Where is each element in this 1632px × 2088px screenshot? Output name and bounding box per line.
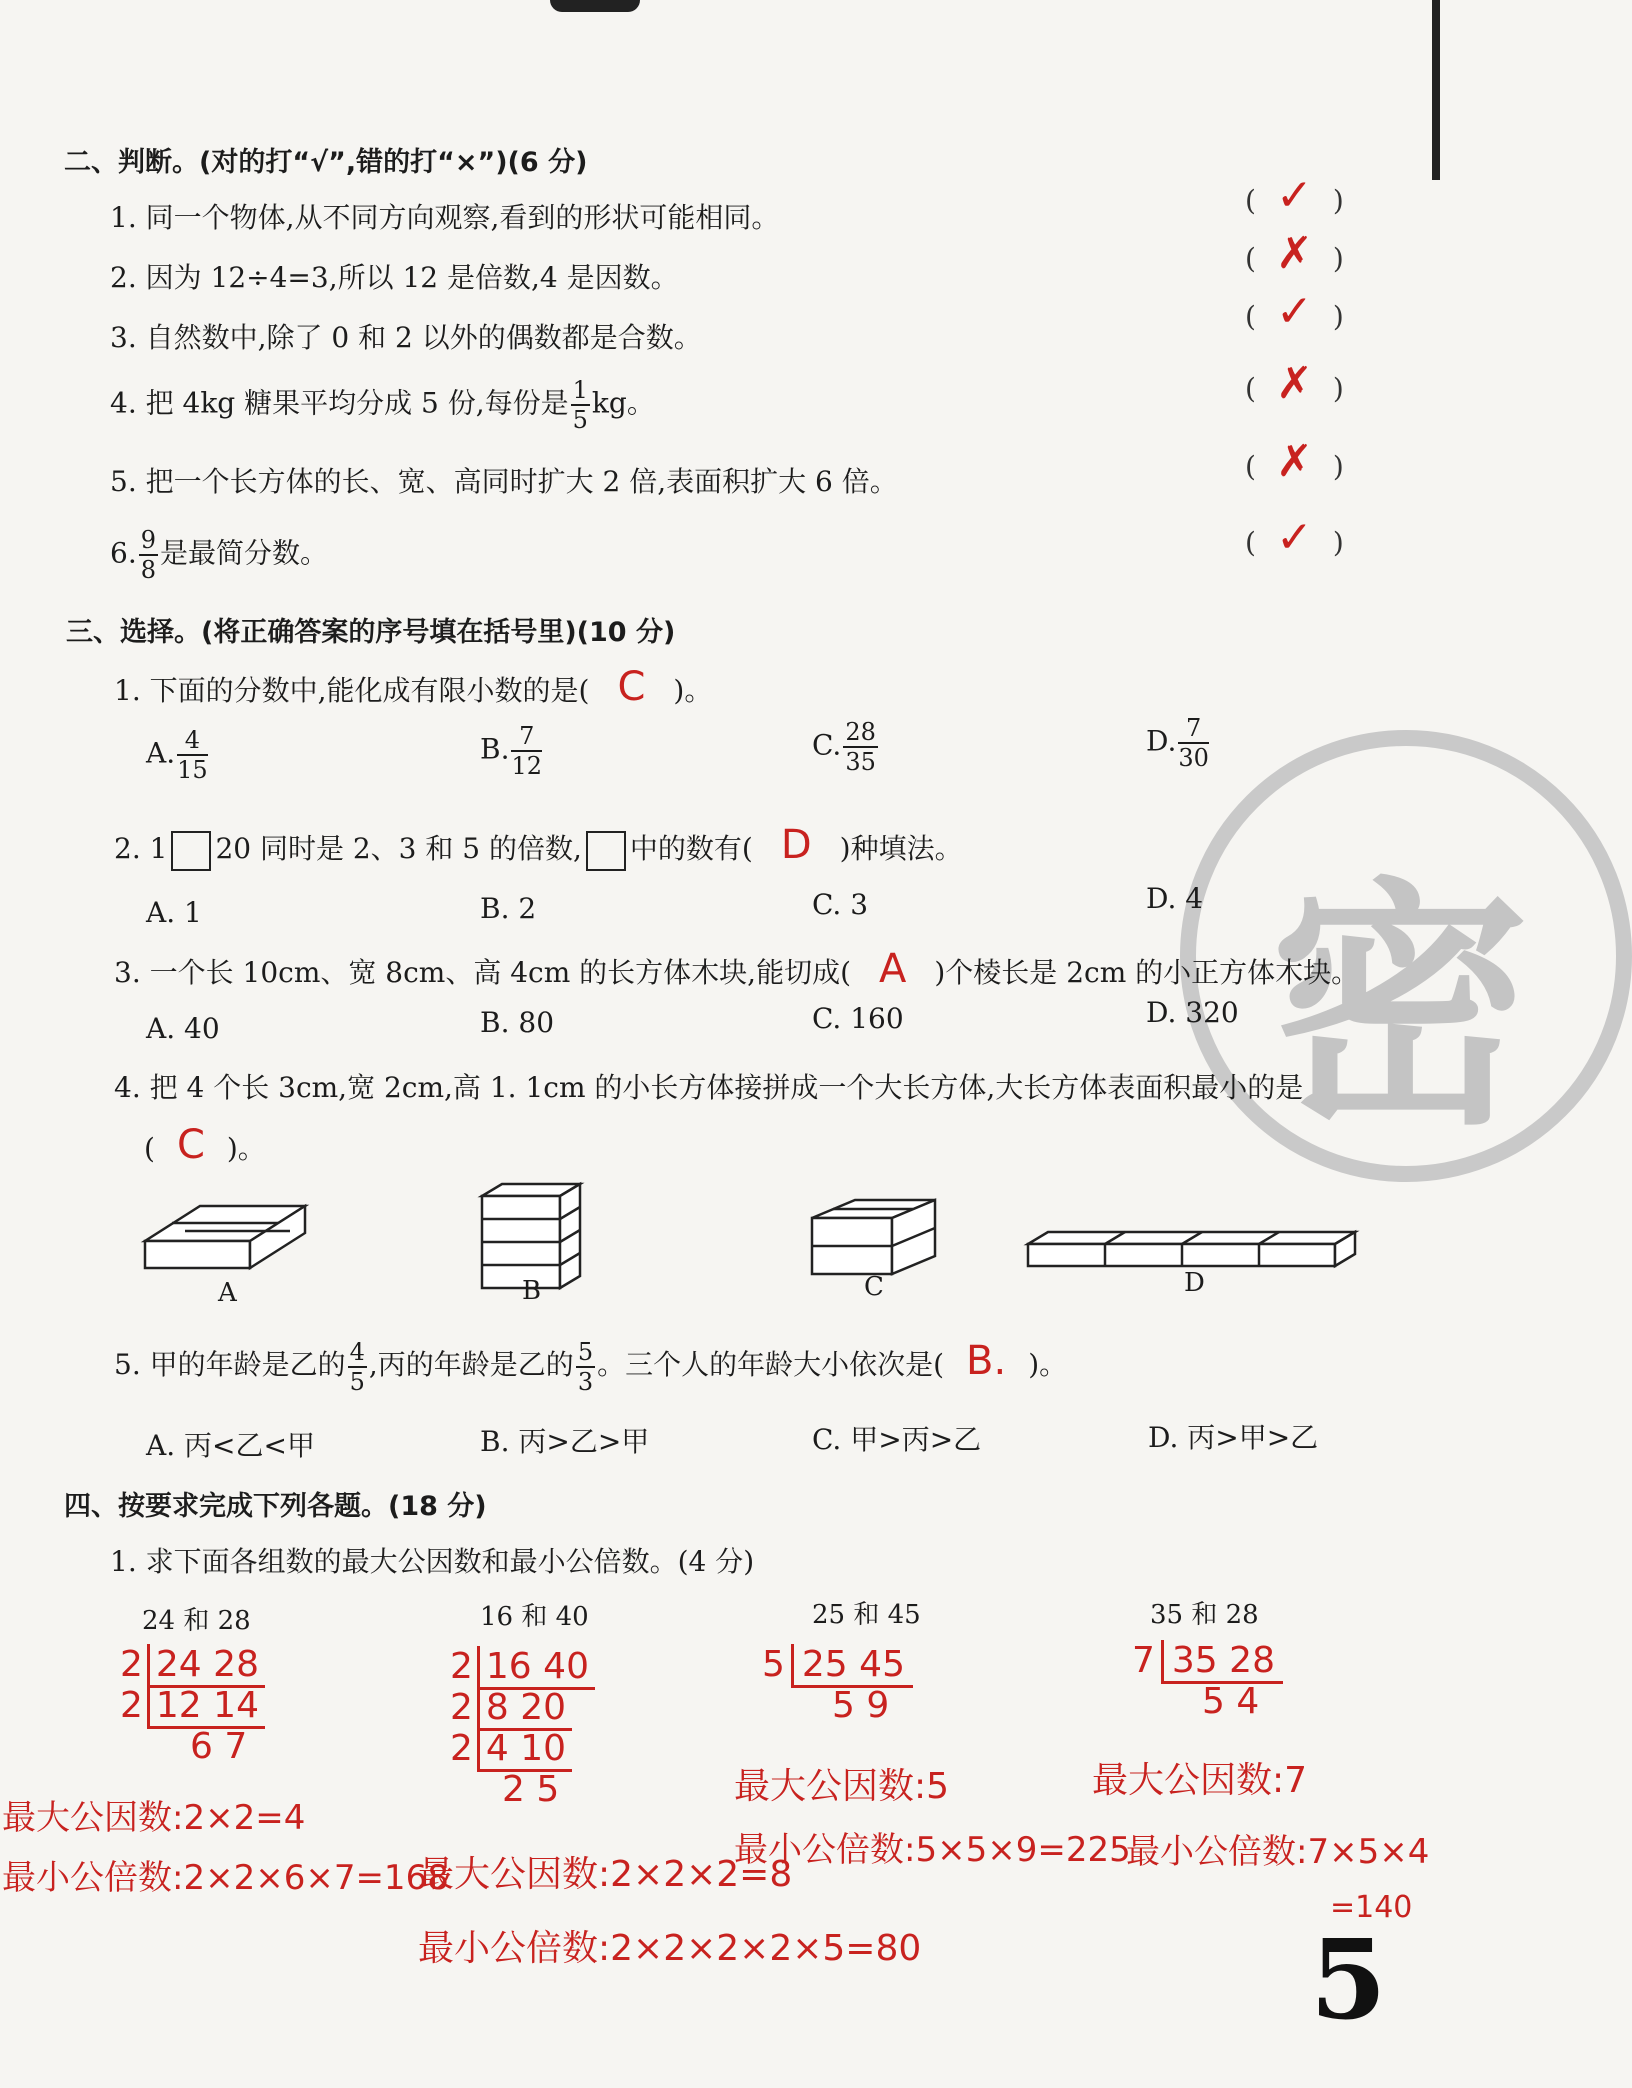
choice-q2: 2. 1 20 同时是 2、3 和 5 的倍数, 中的数有( D )种填法。 (114, 822, 963, 871)
q1-option-d: D. $\frac{7}{30}$ (1146, 714, 1209, 772)
answer-q1: C (617, 664, 646, 710)
answer-q4: C (176, 1122, 205, 1168)
answer-bracket-5: ( ✗ ) (1245, 436, 1344, 487)
figure-label-a: A (218, 1278, 237, 1308)
result-lcm-3: 最小公倍数:5×5×9=225 (734, 1830, 1131, 1870)
q3-option-d: D. 320 (1146, 996, 1239, 1029)
figure-label-c: C (864, 1272, 884, 1302)
answer-mark-6: ✓ (1275, 512, 1313, 563)
figure-a (145, 1206, 305, 1268)
q5-option-c: C. 甲>丙>乙 (812, 1423, 982, 1456)
q5-option-d: D. 丙>甲>乙 (1148, 1421, 1319, 1454)
figure-c (812, 1200, 935, 1274)
answer-bracket-2: ( ✗ ) (1245, 228, 1344, 279)
answer-mark-3: ✓ (1275, 286, 1313, 337)
judge-item-3: 3. 自然数中,除了 0 和 2 以外的偶数都是合数。 (110, 321, 702, 354)
figure-label-b: B (522, 1276, 542, 1306)
answer-bracket-3: ( ✓ ) (1245, 286, 1344, 337)
judge-item-5: 5. 把一个长方体的长、宽、高同时扩大 2 倍,表面积扩大 6 倍。 (110, 465, 898, 498)
answer-mark-4: ✗ (1275, 358, 1313, 409)
figure-d (1028, 1232, 1355, 1266)
group-label-1: 24 和 28 (142, 1606, 251, 1636)
page-number: 5 (1310, 1915, 1387, 2044)
q1-option-c: C. $\frac{28}{35}$ (812, 718, 876, 776)
fraction: $\frac{1}{5}$ (572, 376, 588, 434)
top-edge-mark (550, 0, 640, 12)
section3-title: 三、选择。(将正确答案的序号填在括号里)(10 分) (66, 617, 676, 648)
answer-mark-1: ✓ (1275, 170, 1313, 221)
answer-bracket-4: ( ✗ ) (1245, 358, 1344, 409)
answer-q5: B. (966, 1338, 1007, 1384)
answer-bracket-6: ( ✓ ) (1245, 512, 1344, 563)
choice-q4: 4. 把 4 个长 3cm,宽 2cm,高 1. 1cm 的小长方体接拼成一个大长方体,大长方体表面积最小的是 (114, 1071, 1304, 1104)
division-work-2: 2 16 40 2 8 20 2 4 10 2 5 (450, 1646, 595, 1810)
division-work-4: 7 35 28 5 4 (1132, 1640, 1283, 1722)
q1-option-b: B. $\frac{7}{12}$ (480, 722, 543, 780)
q2-option-b: B. 2 (480, 892, 537, 925)
blank-box (171, 831, 211, 871)
stamp-character: 密 (1270, 858, 1530, 1160)
answer-bracket-1: ( ✓ ) (1245, 170, 1344, 221)
choice-q4-answer-line: ( C )。 (144, 1122, 266, 1168)
fraction: $\frac{9}{8}$ (140, 526, 156, 584)
answer-mark-5: ✗ (1275, 436, 1313, 487)
judge-item-6: 6. $\frac{9}{8}$ 是最简分数。 (110, 526, 329, 584)
figure-label-d: D (1184, 1268, 1205, 1298)
judge-item-2: 2. 因为 12÷4=3,所以 12 是倍数,4 是因数。 (110, 261, 679, 294)
q3-option-b: B. 80 (480, 1006, 555, 1039)
section2-title: 二、判断。(对的打“√”,错的打“×”)(6 分) (64, 147, 588, 178)
right-edge-mark (1432, 0, 1440, 180)
q1-option-a: A. $\frac{4}{15}$ (146, 726, 208, 784)
answer-q3: A (879, 946, 907, 992)
result-lcm-1: 最小公倍数:2×2×6×7=168 (2, 1858, 449, 1898)
result-lcm-4: 最小公倍数:7×5×4 (1126, 1832, 1430, 1872)
result-gcd-2: 最大公因数:2×2×2=8 (418, 1854, 793, 1895)
q2-option-d: D. 4 (1146, 882, 1204, 915)
judge-item-4: 4. 把 4kg 糖果平均分成 5 份,每份是 $\frac{1}{5}$ kg。 (110, 376, 655, 434)
result-gcd-4: 最大公因数:7 (1092, 1760, 1308, 1801)
choice-q1: 1. 下面的分数中,能化成有限小数的是( C )。 (114, 664, 713, 710)
answer-q2: D (780, 822, 812, 868)
division-work-3: 5 25 45 5 9 (762, 1644, 913, 1726)
blank-box (586, 831, 626, 871)
q5-option-a: A. 丙<乙<甲 (146, 1429, 315, 1462)
division-work-1: 2 24 28 2 12 14 6 7 (120, 1644, 265, 1767)
q3-option-c: C. 160 (812, 1002, 904, 1035)
group-label-4: 35 和 28 (1150, 1600, 1259, 1630)
answer-mark-2: ✗ (1275, 228, 1313, 279)
q5-option-b: B. 丙>乙>甲 (480, 1425, 650, 1458)
q2-option-c: C. 3 (812, 888, 869, 921)
judge-item-1: 1. 同一个物体,从不同方向观察,看到的形状可能相同。 (110, 201, 780, 234)
group-label-3: 25 和 45 (812, 1600, 921, 1630)
choice-q3: 3. 一个长 10cm、宽 8cm、高 4cm 的长方体木块,能切成( A )个棱长是 2cm 的小正方体木块。 (114, 946, 1360, 992)
section4-title: 四、按要求完成下列各题。(18 分) (64, 1491, 487, 1522)
choice-q5: 5. 甲的年龄是乙的 $\frac{4}{5}$ ,丙的年龄是乙的 $\frac{5}{3}$ 。三个人的年龄大小依次是( B. )。 (114, 1337, 1068, 1396)
q2-option-a: A. 1 (146, 896, 202, 929)
section4-q1-title: 1. 求下面各组数的最大公因数和最小公倍数。(4 分) (110, 1545, 755, 1578)
result-lcm-4-value: =140 (1330, 1890, 1413, 1925)
result-gcd-1: 最大公因数:2×2=4 (2, 1798, 306, 1838)
result-lcm-2: 最小公倍数:2×2×2×2×5=80 (418, 1928, 922, 1969)
figure-b (482, 1184, 580, 1288)
group-label-2: 16 和 40 (480, 1602, 589, 1632)
q3-option-a: A. 40 (146, 1012, 220, 1045)
result-gcd-3: 最大公因数:5 (734, 1766, 950, 1807)
